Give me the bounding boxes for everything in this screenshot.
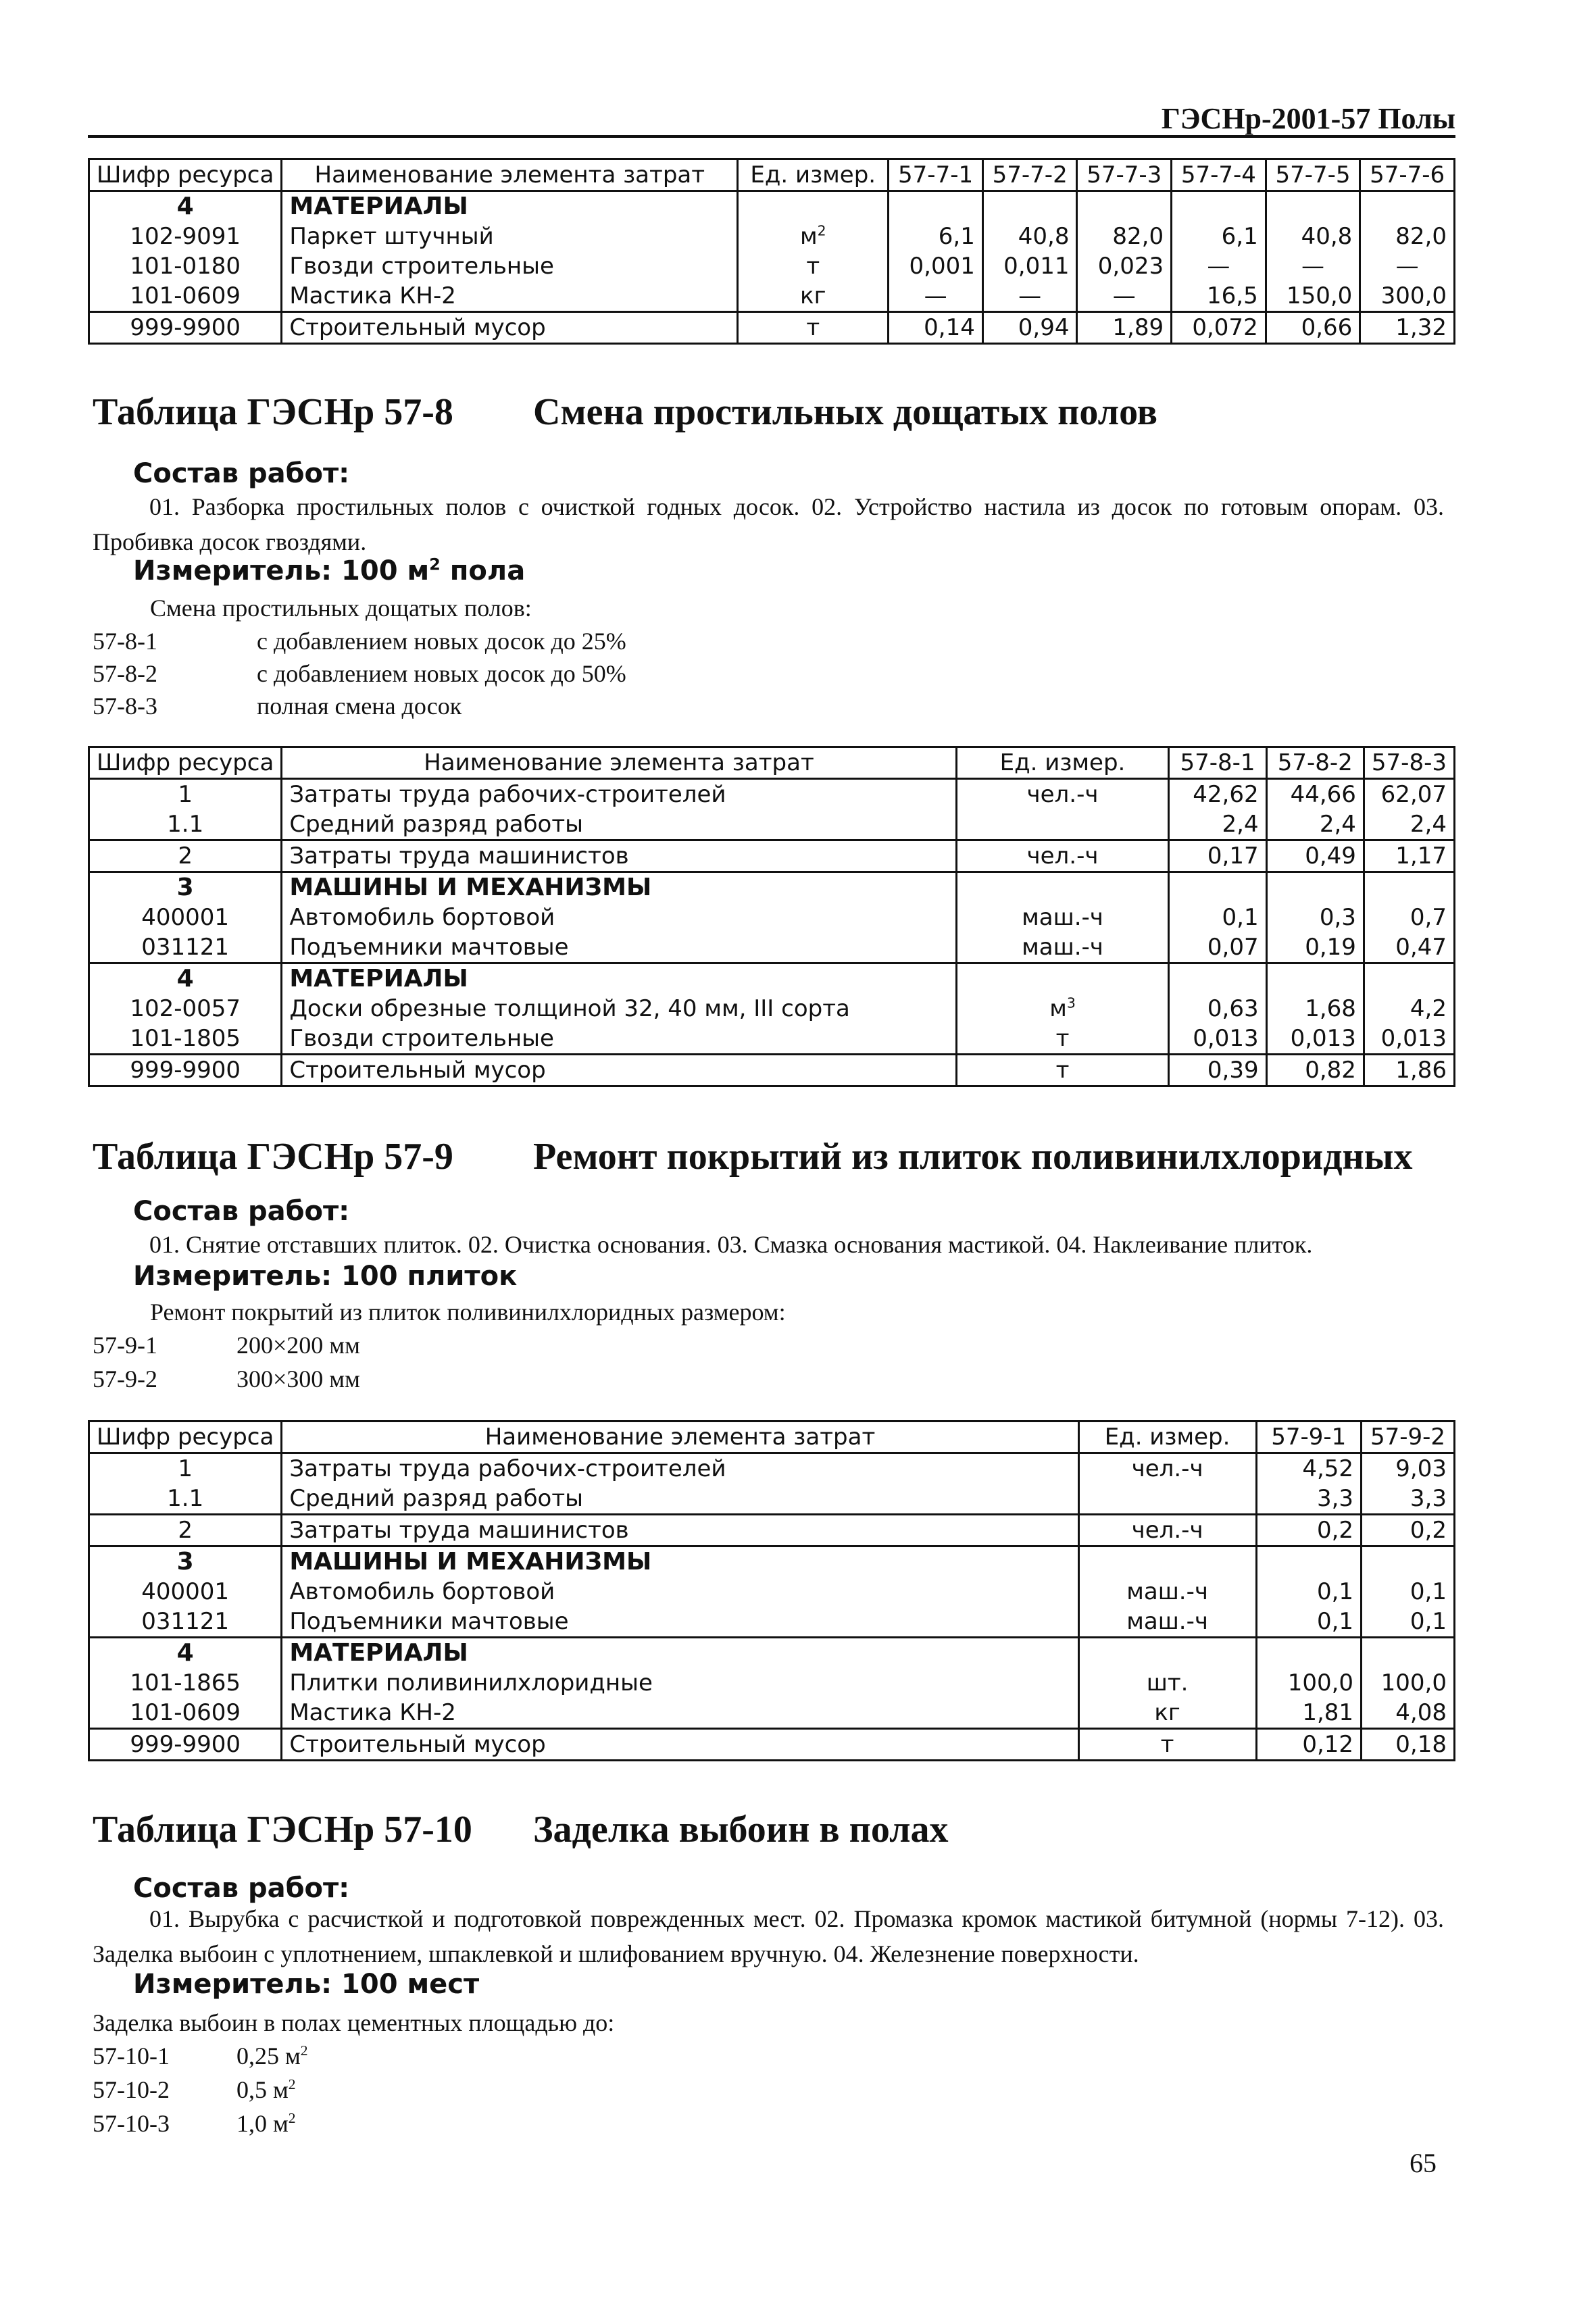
norm-value: 300,0 [1360,281,1455,312]
norm-value: 1,89 [1077,312,1172,344]
measure-label: Измеритель: 100 плиток [133,1261,518,1292]
resource-code: 101-0180 [89,251,282,281]
measure-label: Измеритель: 100 мест [133,1969,480,2000]
norm-value [1169,872,1266,903]
norm-value: 0,7 [1364,903,1454,932]
unit-cell: чел.-ч [1078,1515,1256,1546]
cost-element-name: Автомобиль бортовой [282,1577,1078,1607]
variant-text: с добавлением новых досок до 25% [257,628,626,655]
unit-cell: $м^2$ [738,222,889,251]
cost-element-name: МАТЕРИАЛЫ [282,963,956,995]
table-row [89,779,1455,810]
table-row [89,872,1455,903]
norm-value: 0,1 [1169,903,1266,932]
norm-value [982,191,1077,222]
norm-value: 6,1 [1172,222,1266,251]
table-57-7 [88,158,1455,345]
unit-cell: т [738,312,889,344]
unit-cell: маш.-ч [1078,1577,1256,1607]
unit-cell: маш.-ч [1078,1607,1256,1638]
variant-code: 57-8-3 [93,693,157,720]
table-row [89,903,1455,932]
unit-cell: маш.-ч [956,932,1169,963]
table-title: Заделка выбоин в полах [533,1809,949,1851]
norm-value: 0,47 [1364,932,1454,963]
table-row [89,312,1455,344]
unit-cell [956,809,1169,840]
resource-code: 999-9900 [89,1729,282,1761]
cost-element-name: Мастика КН-2 [282,1698,1078,1729]
unit-cell: шт. [1078,1668,1256,1698]
col-code-header: Шифр ресурса [89,159,282,191]
variant-code: 57-8-1 [93,628,157,655]
norm-value [1362,1546,1455,1578]
norm-value: 4,2 [1364,994,1454,1024]
table-row [89,1638,1455,1669]
norm-value: 4,08 [1362,1698,1455,1729]
norm-value: 4,52 [1256,1453,1362,1484]
composition-label: Состав работ: [133,1873,350,1904]
cost-element-name: Строительный мусор [282,1055,956,1086]
unit-cell: кг [1078,1698,1256,1729]
section-57-10-heading [93,1808,949,1851]
norm-value: 0,1 [1256,1607,1362,1638]
unit-cell [1078,1638,1256,1669]
norm-value: 0,013 [1364,1024,1454,1055]
table-row [89,1546,1455,1578]
resource-code: 3 [89,872,282,903]
norm-value: 16,5 [1172,281,1266,312]
table-row [89,1453,1455,1484]
resource-code: 031121 [89,932,282,963]
col-variant-header: 57-7-6 [1360,159,1455,191]
cost-element-name: Доски обрезные толщиной 32, 40 мм, III сорта [282,994,956,1024]
cost-element-name: Средний разряд работы [282,1484,1078,1515]
norm-value [1256,1638,1362,1669]
resource-code: 400001 [89,903,282,932]
norm-value: 0,072 [1172,312,1266,344]
resource-code: 101-0609 [89,1698,282,1729]
resource-code: 3 [89,1546,282,1578]
norm-value: — [1077,281,1172,312]
norm-value: 0,94 [982,312,1077,344]
norm-value: 2,4 [1266,809,1364,840]
resource-code: 1.1 [89,809,282,840]
norm-value: — [1266,251,1360,281]
norm-value: 3,3 [1256,1484,1362,1515]
norm-value: 0,011 [982,251,1077,281]
table-row [89,1729,1455,1761]
table-row [89,994,1455,1024]
norm-value: 0,07 [1169,932,1266,963]
section-57-9-heading [93,1135,1413,1178]
norm-value [1256,1546,1362,1578]
page-number: 65 [1410,2148,1437,2178]
running-header: ГЭСНр-2001-57 Полы [1161,102,1455,135]
col-name-header: Наименование элемента затрат [282,1422,1078,1453]
unit-cell: $м^3$ [956,994,1169,1024]
cost-element-name: Гвозди строительные [282,251,738,281]
norm-value [1360,191,1455,222]
norm-value: — [1172,251,1266,281]
resource-code: 1 [89,779,282,810]
table-row [89,1515,1455,1546]
col-name-header: Наименование элемента затрат [282,159,738,191]
norm-value: 82,0 [1077,222,1172,251]
resource-code: 1.1 [89,1484,282,1515]
col-unit-header: Ед. измер. [738,159,889,191]
resource-code: 2 [89,1515,282,1546]
resource-code: 400001 [89,1577,282,1607]
unit-cell [1078,1546,1256,1578]
composition-text: 01. Разборка простильных полов с очисткой годных досок. 02. Устройство настила из досок по готовым опорам. 03. Пробивка досок гвоздями. [93,493,1444,555]
variant-text: 0,25 $м^2$ [236,2042,308,2069]
unit-cell: чел.-ч [1078,1453,1256,1484]
cost-element-name: Плитки поливинилхлоридные [282,1668,1078,1698]
measure-label: Измеритель: 100 $м^2$ пола [133,555,526,586]
cost-element-name: МАТЕРИАЛЫ [282,191,738,222]
unit-cell: чел.-ч [956,840,1169,872]
table-number: Таблица ГЭСНр 57-10 [93,1809,472,1851]
unit-cell [738,191,889,222]
variant-text: 0,5 $м^2$ [236,2076,296,2103]
norm-value: 1,17 [1364,840,1454,872]
unit-cell: чел.-ч [956,779,1169,810]
norm-value: 0,39 [1169,1055,1266,1086]
norm-value [1172,191,1266,222]
norm-value: 0,1 [1362,1607,1455,1638]
variant-text: с добавлением новых досок до 50% [257,660,626,687]
cost-element-name: Подъемники мачтовые [282,932,956,963]
norm-value: 1,86 [1364,1055,1454,1086]
norm-value: 1,81 [1256,1698,1362,1729]
norm-value: 1,68 [1266,994,1364,1024]
norm-value: — [889,281,983,312]
cost-element-name: МАШИНЫ И МЕХАНИЗМЫ [282,1546,1078,1578]
table-row [89,932,1455,963]
norm-value: 0,17 [1169,840,1266,872]
norm-value: 0,1 [1362,1577,1455,1607]
resource-code: 4 [89,191,282,222]
table-row [89,222,1455,251]
unit-cell: кг [738,281,889,312]
norm-value [1362,1638,1455,1669]
table-57-8 [88,746,1455,1087]
unit-cell: маш.-ч [956,903,1169,932]
variants-intro: Смена простильных дощатых полов: [150,595,532,622]
cost-element-name: Строительный мусор [282,1729,1078,1761]
resource-code: 4 [89,963,282,995]
norm-value: 0,14 [889,312,983,344]
norm-value [1169,963,1266,995]
norm-value: 100,0 [1362,1668,1455,1698]
col-variant-header: 57-7-3 [1077,159,1172,191]
norm-value [1364,963,1454,995]
cost-element-name: МАТЕРИАЛЫ [282,1638,1078,1669]
cost-element-name: Гвозди строительные [282,1024,956,1055]
table-57-9 [88,1420,1455,1761]
variant-code: 57-9-1 [93,1332,157,1359]
col-unit-header: Ед. измер. [1078,1422,1256,1453]
norm-value: 82,0 [1360,222,1455,251]
norm-value: 0,66 [1266,312,1360,344]
norm-value: 0,18 [1362,1729,1455,1761]
norm-value: 3,3 [1362,1484,1455,1515]
unit-cell: т [1078,1729,1256,1761]
resource-code: 101-1805 [89,1024,282,1055]
variant-code: 57-9-2 [93,1365,157,1392]
resource-code: 101-1865 [89,1668,282,1698]
col-variant-header: 57-9-1 [1256,1422,1362,1453]
variants-intro: Заделка выбоин в полах цементных площадью до: [93,2009,615,2036]
norm-value: 42,62 [1169,779,1266,810]
resource-code: 102-0057 [89,994,282,1024]
table-row [89,191,1455,222]
norm-value: 0,023 [1077,251,1172,281]
norm-value: — [1360,251,1455,281]
norm-value: 0,013 [1169,1024,1266,1055]
unit-cell [956,872,1169,903]
norm-value: 0,19 [1266,932,1364,963]
unit-cell: т [956,1024,1169,1055]
composition-text: 01. Снятие отставших плиток. 02. Очистка основания. 03. Смазка основания мастикой. 04. Наклеивание плиток. [149,1231,1313,1258]
col-variant-header: 57-9-2 [1362,1422,1455,1453]
table-number: Таблица ГЭСНр 57-9 [93,1136,453,1178]
norm-value: 0,82 [1266,1055,1364,1086]
composition-label: Состав работ: [133,1196,350,1227]
resource-code: 2 [89,840,282,872]
norm-value: 40,8 [1266,222,1360,251]
norm-value [1364,872,1454,903]
col-unit-header: Ед. измер. [956,747,1169,779]
table-row [89,281,1455,312]
composition-text: 01. Вырубка с расчисткой и подготовкой поврежденных мест. 02. Промазка кромок мастикой битумной (нормы 7-12). 03. Заделка выбоин с уплотнением, шпаклевкой и шлифованием вручную. 04. Железнение поверхности. [93,1905,1444,1967]
unit-cell: т [738,251,889,281]
cost-element-name: Мастика КН-2 [282,281,738,312]
variant-code: 57-10-2 [93,2076,170,2103]
col-code-header: Шифр ресурса [89,747,282,779]
col-name-header: Наименование элемента затрат [282,747,956,779]
table-row [89,1055,1455,1086]
norm-value: 100,0 [1256,1668,1362,1698]
norm-value [1077,191,1172,222]
norm-value: — [982,281,1077,312]
norm-value: 40,8 [982,222,1077,251]
variant-text: полная смена досок [257,693,462,720]
variants-intro: Ремонт покрытий из плиток поливинилхлоридных размером: [150,1299,786,1326]
cost-element-name: Затраты труда рабочих-строителей [282,1453,1078,1484]
resource-code: 999-9900 [89,1055,282,1086]
table-row [89,1698,1455,1729]
norm-value: 6,1 [889,222,983,251]
col-variant-header: 57-7-2 [982,159,1077,191]
cost-element-name: Средний разряд работы [282,809,956,840]
norm-value: 0,013 [1266,1024,1364,1055]
resource-code: 4 [89,1638,282,1669]
unit-cell [956,963,1169,995]
cost-element-name: Автомобиль бортовой [282,903,956,932]
norm-value: 44,66 [1266,779,1364,810]
resource-code: 101-0609 [89,281,282,312]
norm-value: 0,001 [889,251,983,281]
resource-code: 102-9091 [89,222,282,251]
col-variant-header: 57-7-4 [1172,159,1266,191]
col-variant-header: 57-8-3 [1364,747,1454,779]
cost-element-name: Затраты труда машинистов [282,840,956,872]
table-row [89,1024,1455,1055]
variant-code: 57-10-1 [93,2042,170,2069]
table-row [89,963,1455,995]
cost-element-name: Затраты труда рабочих-строителей [282,779,956,810]
norm-value [1266,963,1364,995]
table-title: Ремонт покрытий из плиток поливинилхлоридных [533,1136,1413,1178]
norm-value: 0,2 [1256,1515,1362,1546]
table-row [89,1668,1455,1698]
norm-value: 0,1 [1256,1577,1362,1607]
variant-text: 1,0 $м^2$ [236,2110,296,2137]
section-57-8-heading [93,391,1157,434]
col-variant-header: 57-8-1 [1169,747,1266,779]
composition-label: Состав работ: [133,458,350,489]
table-row [89,840,1455,872]
table-row [89,809,1455,840]
table-row [89,1484,1455,1515]
cost-element-name: Строительный мусор [282,312,738,344]
col-variant-header: 57-7-1 [889,159,983,191]
table-row [89,1607,1455,1638]
cost-element-name: Паркет штучный [282,222,738,251]
resource-code: 999-9900 [89,312,282,344]
unit-cell: т [956,1055,1169,1086]
norm-value: 2,4 [1169,809,1266,840]
cost-element-name: МАШИНЫ И МЕХАНИЗМЫ [282,872,956,903]
norm-value: 0,2 [1362,1515,1455,1546]
table-row [89,1577,1455,1607]
cost-element-name: Затраты труда машинистов [282,1515,1078,1546]
norm-value: 0,63 [1169,994,1266,1024]
norm-value: 0,3 [1266,903,1364,932]
header-rule [88,135,1455,138]
cost-element-name: Подъемники мачтовые [282,1607,1078,1638]
norm-value [889,191,983,222]
col-variant-header: 57-7-5 [1266,159,1360,191]
table-row [89,251,1455,281]
norm-value: 62,07 [1364,779,1454,810]
norm-value: 0,12 [1256,1729,1362,1761]
variant-code: 57-8-2 [93,660,157,687]
variant-text: 300×300 мм [236,1365,360,1392]
unit-cell [1078,1484,1256,1515]
norm-value [1266,191,1360,222]
norm-value: 150,0 [1266,281,1360,312]
variant-text: 200×200 мм [236,1332,360,1359]
col-code-header: Шифр ресурса [89,1422,282,1453]
norm-value [1266,872,1364,903]
norm-value: 2,4 [1364,809,1454,840]
table-title: Смена простильных дощатых полов [533,391,1157,433]
norm-value: 1,32 [1360,312,1455,344]
resource-code: 031121 [89,1607,282,1638]
variant-code: 57-10-3 [93,2110,170,2137]
resource-code: 1 [89,1453,282,1484]
col-variant-header: 57-8-2 [1266,747,1364,779]
table-number: Таблица ГЭСНр 57-8 [93,391,453,433]
norm-value: 0,49 [1266,840,1364,872]
norm-value: 9,03 [1362,1453,1455,1484]
